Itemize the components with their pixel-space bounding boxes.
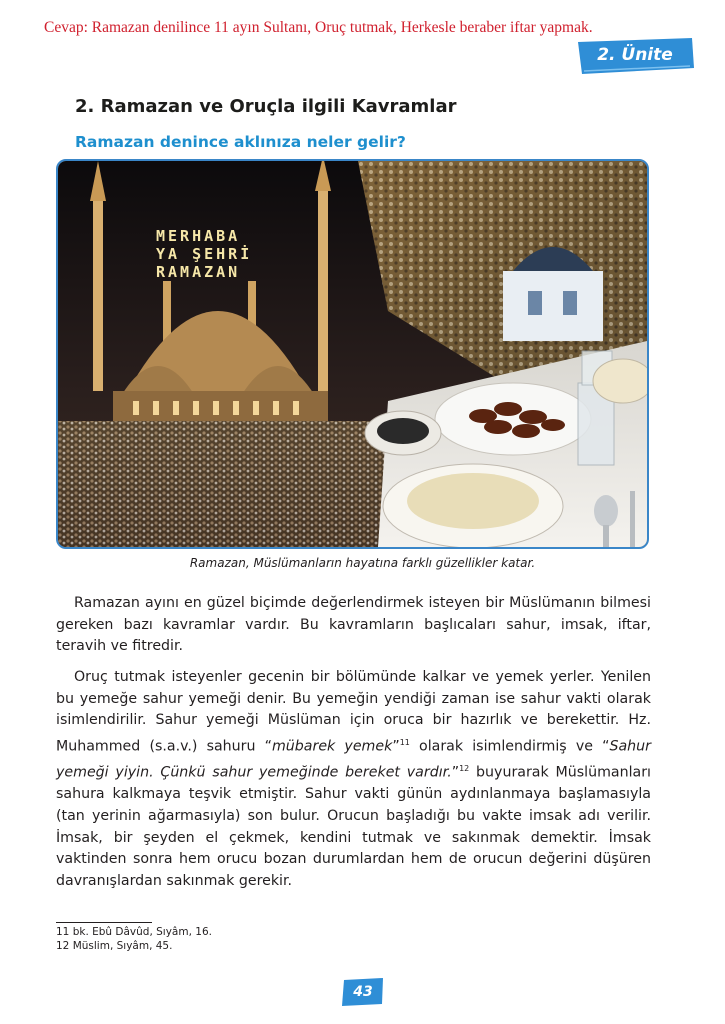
- ramadan-photo-collage: [56, 159, 649, 549]
- paragraph-2-part2: ”: [392, 738, 400, 755]
- question-heading: Ramazan denince aklınıza neler gelir?: [75, 133, 406, 151]
- paragraph-2-part3: olarak isimlendirmiş ve “: [409, 738, 610, 755]
- paragraph-2: [56, 667, 651, 892]
- photo-caption: Ramazan, Müslümanların hayatına farklı güzellikler katar.: [189, 556, 536, 570]
- page-number-label: 43: [353, 984, 373, 1000]
- footnote-ref-11: 11: [399, 737, 410, 747]
- footnote-ref-12: 12: [459, 764, 470, 774]
- hadith-quote-2: Sahur yemeği yiyin. Çünkü sahur yemeğinde bereket vardır.: [56, 738, 651, 781]
- answer-note: Cevap: Ramazan denilince 11 ayın Sultanı, Oruç tutmak, Herkesle beraber iftar yapmak.: [44, 19, 593, 36]
- mahya-line-1: MERHABA: [156, 227, 241, 245]
- hadith-quote-1: mübarek yemek: [271, 738, 393, 755]
- mahya-line-3: RAMAZAN: [156, 263, 241, 281]
- page-number: [341, 977, 385, 1007]
- paragraph-2-part5: buyurarak Müslümanları sahura kalkmaya teşvik etmiştir. Sahur vakti günün aydınlanmaya başlamasıyla (tan yerinin ağarmasıyla) son bulur. Orucun başladığı bu vakte imsak adı verilir. İmsak, bir şeyden el çekmek, kendini tutmak ve sakınmak demektir. İmsak vaktinden sonra hem orucu bozan durumlardan hem de orucun değerini düşüren davranışlardan sakınmak gerekir.: [56, 764, 651, 889]
- paragraph-1: [56, 593, 651, 658]
- paragraph-2-part4: ”: [451, 764, 460, 781]
- paragraph-1-text: Ramazan ayını en güzel biçimde değerlendirmek isteyen bir Müslümanın bilmesi gereken bazı kavramlar vardır. Bu kavramların başlıcaları sahur, imsak, iftar, teravih ve fitredir.: [56, 595, 651, 655]
- unit-tab: [576, 38, 694, 74]
- unit-tab-label: 2. Ünite: [597, 45, 673, 65]
- section-title: 2. Ramazan ve Oruçla ilgili Kavramlar: [75, 96, 457, 117]
- collage-image: [58, 161, 647, 547]
- footnote-12: 12 Müslim, Sıyâm, 45.: [56, 940, 173, 952]
- paragraph-2-part1: Oruç tutmak isteyenler gecenin bir bölümünde kalkar ve yemek yerler. Yenilen bu yemeğe sahur yemeği denir. Bu yemeğin yendiği zaman ise sahur vakti olarak isimlendirilir. Sahur yemeği Müslüman için oruca bir hazırlık ve berekettir. Hz. Muhammed (s.a.v.) sahuru “: [56, 669, 651, 755]
- footnote-11: 11 bk. Ebû Dâvûd, Sıyâm, 16.: [56, 926, 212, 938]
- footnote-divider: [56, 922, 152, 923]
- mahya-line-2: YA ŞEHRİ: [156, 245, 253, 263]
